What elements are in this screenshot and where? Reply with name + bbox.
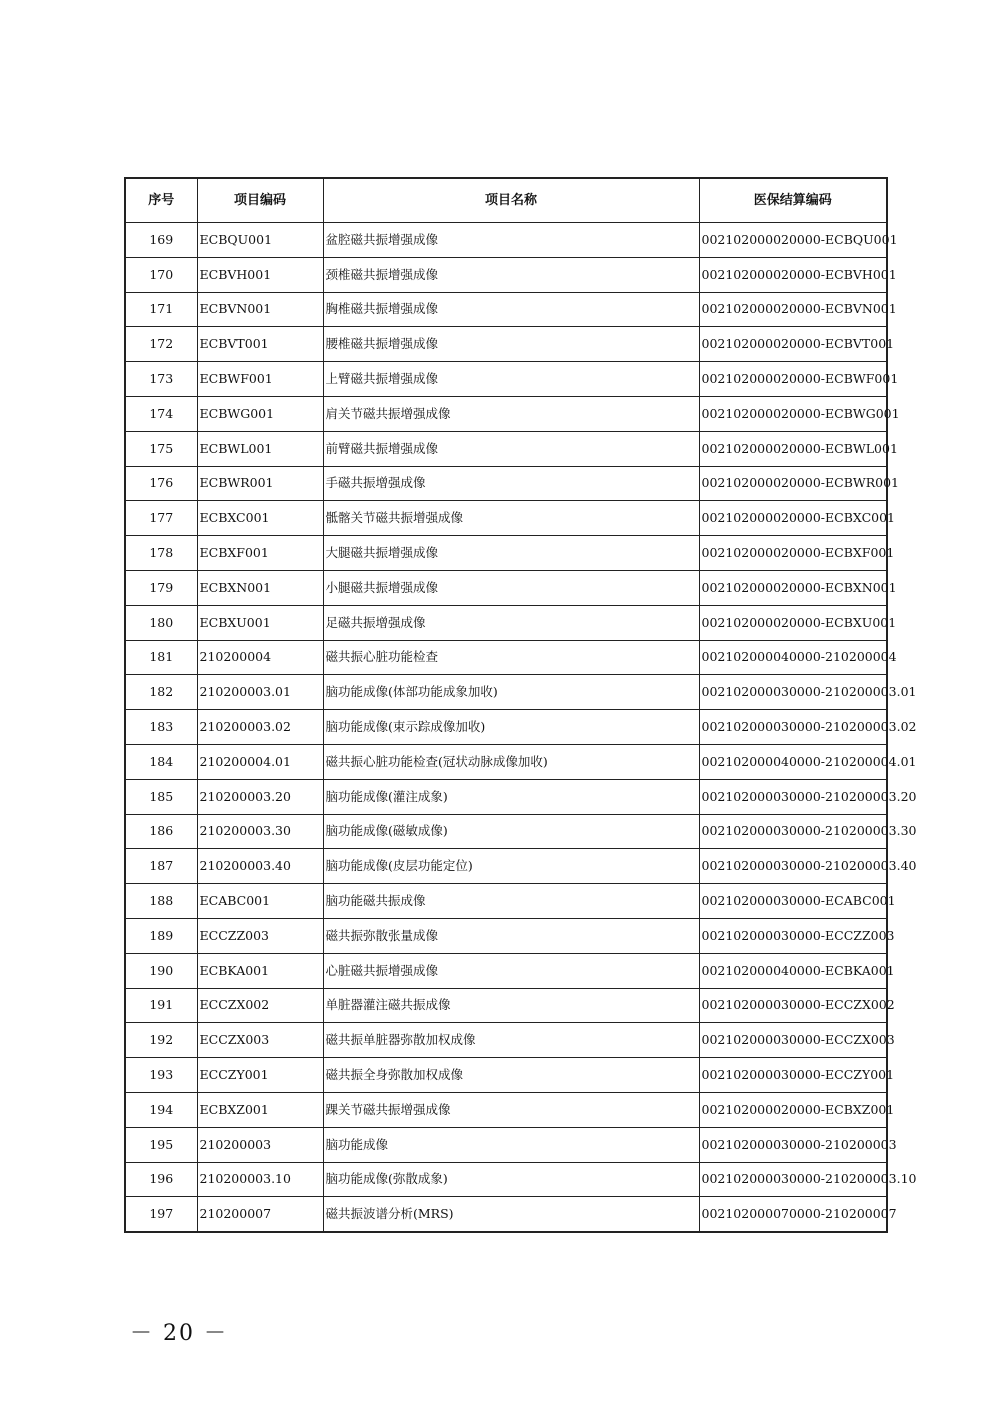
cell-seq: 170 [125,257,197,292]
cell-item-name: 磁共振波谱分析(MRS) [323,1197,699,1232]
cell-item-code: 210200003 [197,1127,323,1162]
cell-insurance-code: 002102000030000-210200003.02 [699,710,887,745]
cell-seq: 197 [125,1197,197,1232]
cell-seq: 177 [125,501,197,536]
cell-item-name: 骶髂关节磁共振增强成像 [323,501,699,536]
table-row [125,1023,887,1058]
table-row [125,223,887,258]
cell-insurance-code: 002102000030000-ECCZX002 [699,988,887,1023]
table-row [125,605,887,640]
cell-insurance-code: 002102000020000-ECBXF001 [699,536,887,571]
cell-item-name: 手磁共振增强成像 [323,466,699,501]
cell-item-name: 磁共振弥散张量成像 [323,918,699,953]
cell-item-code: 210200003.40 [197,849,323,884]
cell-item-code: 210200003.30 [197,814,323,849]
cell-item-code: ECBWL001 [197,431,323,466]
cell-item-name: 心脏磁共振增强成像 [323,953,699,988]
table-row [125,466,887,501]
table-row [125,536,887,571]
cell-item-name: 肩关节磁共振增强成像 [323,396,699,431]
header-item-name: 项目名称 [323,178,699,223]
table-row [125,362,887,397]
cell-item-code: ECBWF001 [197,362,323,397]
table-row [125,257,887,292]
table-row [125,1127,887,1162]
cell-seq: 196 [125,1162,197,1197]
cell-seq: 172 [125,327,197,362]
page-number: － 20 － [130,1321,228,1346]
cell-item-name: 腰椎磁共振增强成像 [323,327,699,362]
cell-item-code: 210200003.02 [197,710,323,745]
cell-insurance-code: 002102000030000-210200003 [699,1127,887,1162]
cell-insurance-code: 002102000030000-ECABC001 [699,884,887,919]
cell-item-name: 前臂磁共振增强成像 [323,431,699,466]
cell-seq: 191 [125,988,197,1023]
cell-insurance-code: 002102000070000-210200007 [699,1197,887,1232]
cell-item-name: 盆腔磁共振增强成像 [323,223,699,258]
fee-item-table [124,177,917,1233]
cell-insurance-code: 002102000030000-210200003.10 [699,1162,887,1197]
cell-item-name: 脑功能成像(体部功能成象加收) [323,675,699,710]
table-row [125,640,887,675]
cell-item-code: 210200003.20 [197,779,323,814]
cell-item-name: 磁共振心脏功能检查 [323,640,699,675]
cell-insurance-code: 002102000030000-ECCZY001 [699,1058,887,1093]
cell-item-code: 210200004 [197,640,323,675]
table-row [125,1162,887,1197]
table-row [125,292,887,327]
cell-insurance-code: 002102000020000-ECBXU001 [699,605,887,640]
cell-insurance-code: 002102000020000-ECBWF001 [699,362,887,397]
cell-item-code: 210200003.01 [197,675,323,710]
cell-seq: 171 [125,292,197,327]
cell-item-name: 大腿磁共振增强成像 [323,536,699,571]
cell-item-code: ECBVH001 [197,257,323,292]
cell-item-code: ECCZX003 [197,1023,323,1058]
cell-insurance-code: 002102000020000-ECBVN001 [699,292,887,327]
cell-item-code: ECBVN001 [197,292,323,327]
cell-insurance-code: 002102000020000-ECBXC001 [699,501,887,536]
cell-item-name: 脑功能磁共振成像 [323,884,699,919]
cell-item-code: ECBVT001 [197,327,323,362]
cell-seq: 192 [125,1023,197,1058]
cell-item-code: ECBWR001 [197,466,323,501]
cell-item-code: 210200004.01 [197,744,323,779]
cell-seq: 182 [125,675,197,710]
table-row [125,849,887,884]
cell-item-name: 脑功能成像(束示踪成像加收) [323,710,699,745]
cell-item-name: 小腿磁共振增强成像 [323,570,699,605]
table-header-row [125,178,887,223]
cell-item-name: 胸椎磁共振增强成像 [323,292,699,327]
table-row [125,396,887,431]
cell-item-name: 脑功能成像(磁敏成像) [323,814,699,849]
cell-seq: 180 [125,605,197,640]
table-row [125,918,887,953]
cell-insurance-code: 002102000030000-ECCZZ003 [699,918,887,953]
cell-insurance-code: 002102000020000-ECBWL001 [699,431,887,466]
cell-item-code: ECBQU001 [197,223,323,258]
cell-seq: 173 [125,362,197,397]
cell-item-name: 上臂磁共振增强成像 [323,362,699,397]
cell-item-name: 脑功能成像(弥散成象) [323,1162,699,1197]
cell-insurance-code: 002102000020000-ECBVT001 [699,327,887,362]
table-row [125,1092,887,1127]
cell-seq: 193 [125,1058,197,1093]
cell-insurance-code: 002102000030000-210200003.40 [699,849,887,884]
cell-seq: 175 [125,431,197,466]
cell-item-code: ECBXC001 [197,501,323,536]
table-row [125,431,887,466]
cell-seq: 184 [125,744,197,779]
cell-item-code: 210200007 [197,1197,323,1232]
header-insurance-code: 医保结算编码 [699,178,887,223]
cell-item-code: ECCZZ003 [197,918,323,953]
table-row [125,570,887,605]
cell-seq: 169 [125,223,197,258]
cell-insurance-code: 002102000020000-ECBWR001 [699,466,887,501]
cell-item-code: ECBXF001 [197,536,323,571]
table-row [125,814,887,849]
cell-item-name: 磁共振心脏功能检查(冠状动脉成像加收) [323,744,699,779]
cell-insurance-code: 002102000020000-ECBVH001 [699,257,887,292]
cell-item-name: 脑功能成像(灌注成象) [323,779,699,814]
cell-insurance-code: 002102000020000-ECBXN001 [699,570,887,605]
cell-item-code: ECCZX002 [197,988,323,1023]
cell-seq: 176 [125,466,197,501]
header-item-code: 项目编码 [197,178,323,223]
cell-seq: 183 [125,710,197,745]
cell-item-code: 210200003.10 [197,1162,323,1197]
cell-insurance-code: 002102000040000-210200004 [699,640,887,675]
cell-insurance-code: 002102000020000-ECBXZ001 [699,1092,887,1127]
cell-insurance-code: 002102000040000-ECBKA001 [699,953,887,988]
header-seq: 序号 [125,178,197,223]
cell-item-name: 足磁共振增强成像 [323,605,699,640]
cell-item-name: 磁共振单脏器弥散加权成像 [323,1023,699,1058]
cell-item-code: ECBXU001 [197,605,323,640]
cell-item-name: 脑功能成像(皮层功能定位) [323,849,699,884]
cell-seq: 178 [125,536,197,571]
cell-item-code: ECBXN001 [197,570,323,605]
table-row [125,501,887,536]
cell-insurance-code: 002102000030000-210200003.30 [699,814,887,849]
cell-insurance-code: 002102000040000-210200004.01 [699,744,887,779]
cell-seq: 188 [125,884,197,919]
table-row [125,779,887,814]
table-row [125,675,887,710]
cell-insurance-code: 002102000020000-ECBQU001 [699,223,887,258]
table-row [125,327,887,362]
cell-seq: 195 [125,1127,197,1162]
table-row [125,953,887,988]
table-row [125,710,887,745]
cell-item-code: ECBWG001 [197,396,323,431]
cell-item-code: ECCZY001 [197,1058,323,1093]
cell-seq: 179 [125,570,197,605]
table-row [125,1197,887,1232]
table-body [125,223,917,1233]
cell-insurance-code: 002102000030000-210200003.20 [699,779,887,814]
table-row [125,1058,887,1093]
cell-seq: 186 [125,814,197,849]
cell-seq: 190 [125,953,197,988]
cell-seq: 174 [125,396,197,431]
cell-seq: 194 [125,1092,197,1127]
cell-seq: 181 [125,640,197,675]
cell-insurance-code: 002102000020000-ECBWG001 [699,396,887,431]
cell-item-code: ECBXZ001 [197,1092,323,1127]
table-row [125,744,887,779]
cell-item-name: 脑功能成像 [323,1127,699,1162]
cell-item-code: ECABC001 [197,884,323,919]
table-row [125,988,887,1023]
cell-seq: 187 [125,849,197,884]
cell-item-code: ECBKA001 [197,953,323,988]
table-row [125,884,887,919]
cell-seq: 189 [125,918,197,953]
cell-item-name: 磁共振全身弥散加权成像 [323,1058,699,1093]
cell-item-name: 颈椎磁共振增强成像 [323,257,699,292]
cell-item-name: 单脏器灌注磁共振成像 [323,988,699,1023]
cell-item-name: 踝关节磁共振增强成像 [323,1092,699,1127]
cell-seq: 185 [125,779,197,814]
cell-insurance-code: 002102000030000-ECCZX003 [699,1023,887,1058]
cell-insurance-code: 002102000030000-210200003.01 [699,675,887,710]
